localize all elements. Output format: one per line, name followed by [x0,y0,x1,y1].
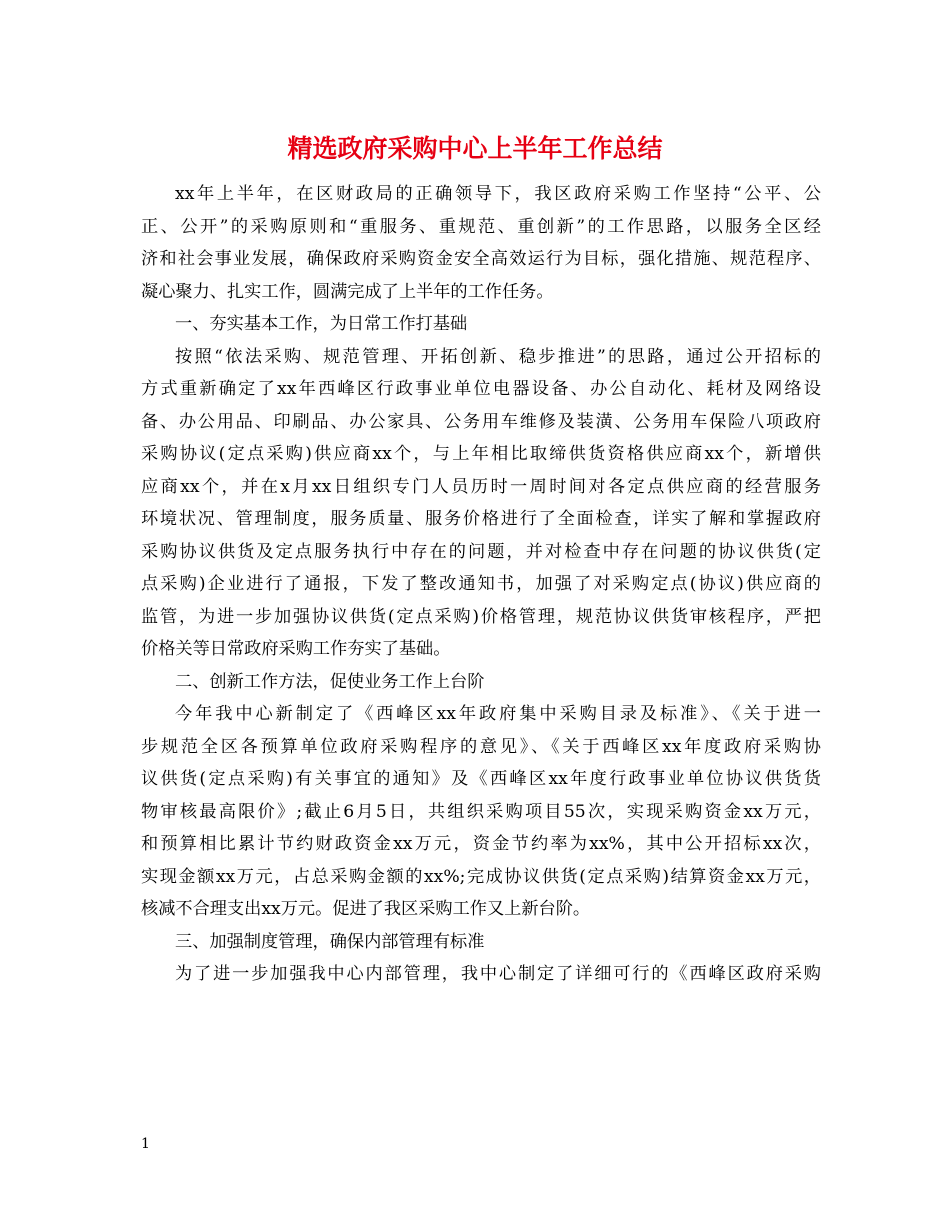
body-line: 采购协议(定点采购)供应商xx个，与上年相比取缔供货资格供应商xx个，新增供 [141,444,821,464]
body-line: 一、夯实基本工作，为日常工作打基础 [175,314,468,334]
body-line: xx年上半年，在区财政局的正确领导下，我区政府采购工作坚持“公平、公 [175,184,821,204]
body-line: 采购协议供货及定点服务执行中存在的问题，并对检查中存在问题的协议供货(定 [141,541,821,562]
body-line: 二、创新工作方法，促使业务工作上台阶 [175,671,485,692]
body-line: 价格关等日常政府采购工作夯实了基础。 [141,639,451,659]
body-line: 今年我中心新制定了《西峰区xx年政府集中采购目录及标准》、《关于进一 [175,704,821,724]
document-body [141,178,821,991]
document-title: 精选政府采购中心上半年工作总结 [287,134,663,163]
body-line: 备、办公用品、印刷品、办公家具、公务用车维修及装潢、公务用车保险八项政府 [141,411,821,432]
body-line: 物审核最高限价》;截止6月5日，共组织采购项目55次，实现采购资金xx万元， [141,801,821,822]
body-line: 正、公开”的采购原则和“重服务、重规范、重创新”的工作思路，以服务全区经 [141,216,821,237]
body-line: 和预算相比累计节约财政资金xx万元，资金节约率为xx%，其中公开招标xx次， [141,834,821,854]
body-line: 环境状况、管理制度，服务质量、服务价格进行了全面检查，详实了解和掌握政府 [141,509,821,529]
body-line: 按照“依法采购、规范管理、开拓创新、稳步推进”的思路，通过公开招标的 [175,346,821,367]
body-line: 实现金额xx万元，占总采购金额的xx%;完成协议供货(定点采购)结算资金xx万元， [141,866,821,887]
body-line: 步规范全区各预算单位政府采购程序的意见》、《关于西峰区xx年度政府采购协 [141,736,821,757]
body-line: 凝心聚力、扎实工作，圆满完成了上半年的工作任务。 [141,281,554,302]
body-line: 议供货(定点采购)有关事宜的通知》及《西峰区xx年度行政事业单位协议供货货 [141,769,821,789]
body-line: 点采购)企业进行了通报，下发了整改通知书，加强了对采购定点(协议)供应商的 [141,574,821,594]
page-number: 1 [141,1136,150,1152]
body-line: 济和社会事业发展，确保政府采购资金安全高效运行为目标，强化措施、规范程序、 [141,249,821,269]
body-line: 为了进一步加强我中心内部管理，我中心制定了详细可行的《西峰区政府采购 [175,964,821,984]
body-line: 应商xx个，并在x月xx日组织专门人员历时一周时间对各定点供应商的经营服务 [141,476,821,497]
body-line: 监管，为进一步加强协议供货(定点采购)价格管理，规范协议供货审核程序，严把 [141,606,821,627]
body-line: 核减不合理支出xx万元。促进了我区采购工作又上新台阶。 [141,899,591,919]
body-line: 三、加强制度管理，确保内部管理有标准 [175,931,485,952]
body-line: 方式重新确定了xx年西峰区行政事业单位电器设备、办公自动化、耗材及网络设 [141,379,821,399]
